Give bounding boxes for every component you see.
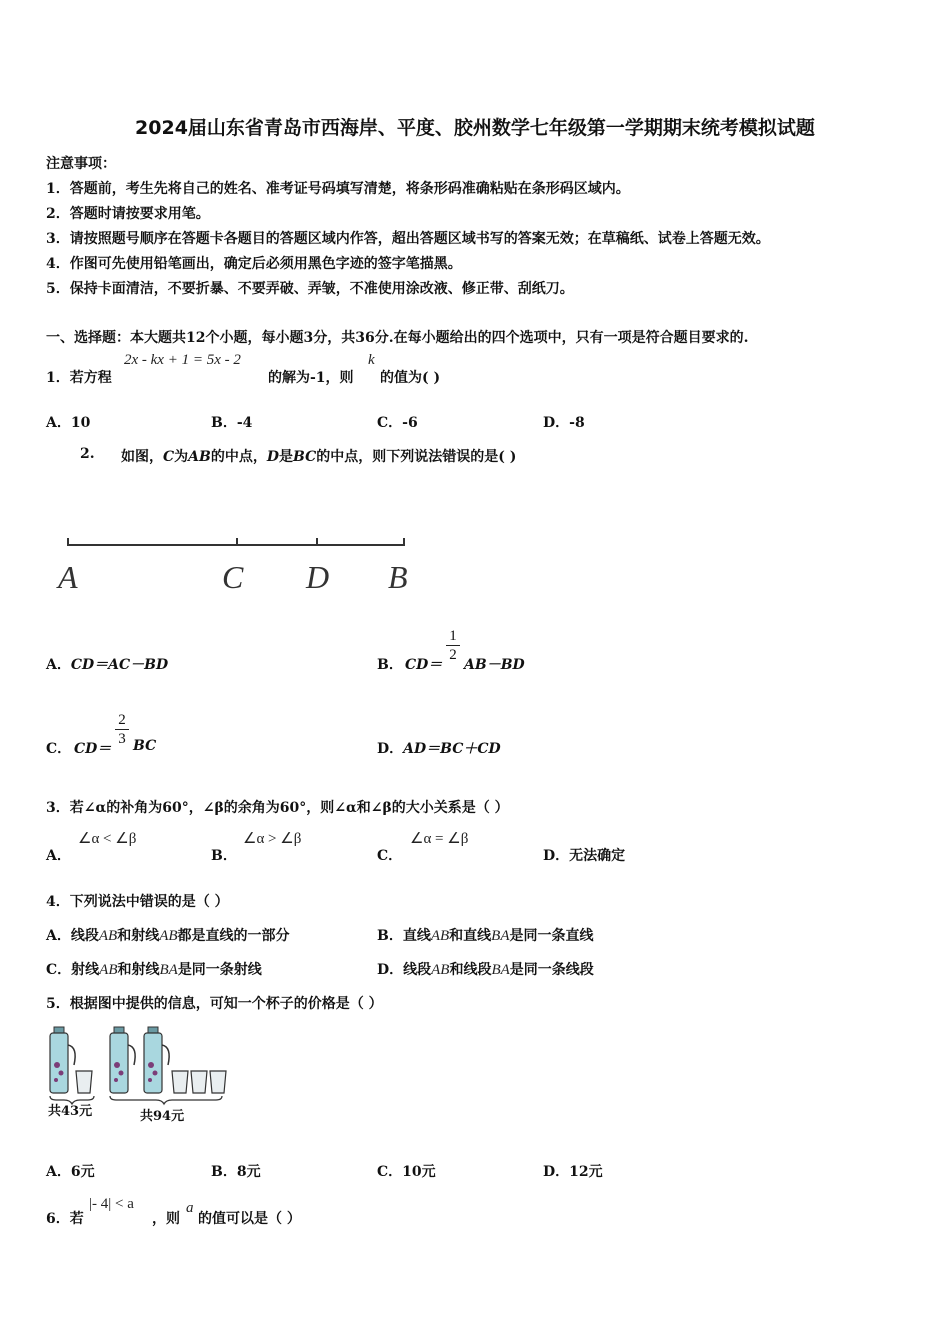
note-item: 2．答题时请按要求用笔。	[46, 206, 210, 222]
label-94: 共94元	[140, 1109, 185, 1124]
q1-post: 的值为( )	[380, 370, 441, 386]
thermos-icon	[50, 1027, 75, 1093]
q5-option-d: D．12元	[543, 1164, 603, 1180]
q1-equation: 2x - kx + 1 = 5x - 2	[124, 352, 241, 368]
q2-option-b-post: AB－BD	[464, 657, 525, 673]
q6-expr: |- 4| < a	[89, 1196, 134, 1212]
q3-option-b-label: B．	[211, 848, 237, 864]
q4-option-a: A．线段AB和射线AB都是直线的一部分	[46, 928, 290, 944]
page-title: 2024届山东省青岛市西海岸、平度、胶州数学七年级第一学期期末统考模拟试题	[135, 117, 815, 139]
q3-option-d: D．无法确定	[543, 848, 626, 864]
label-a: A	[58, 559, 78, 595]
q1-option-c: C．-6	[377, 415, 418, 431]
q1-option-a: A．10	[46, 415, 91, 431]
q2-stem: 如图，C为AB的中点，D是BC的中点，则下列说法错误的是( )	[121, 449, 517, 465]
section-heading: 一、选择题：本大题共12个小题，每小题3分，共36分.在每小题给出的四个选项中，只有一项是符合题目要求的.	[46, 330, 749, 346]
q2-option-d: D．AD＝BC＋CD	[377, 741, 501, 757]
q2-option-b-pre: CD＝	[405, 657, 443, 673]
thermos-icon	[144, 1027, 169, 1093]
q2-option-c-label: C．	[46, 741, 72, 757]
q1-pre: 1．若方程	[46, 370, 112, 386]
q6-post: 的值可以是（ ）	[198, 1211, 301, 1227]
label-d: D	[306, 559, 330, 595]
brace-1	[50, 1096, 94, 1104]
q4-option-b: B．直线AB和直线BA是同一条直线	[377, 928, 594, 944]
q1-mid: 的解为-1，则	[268, 370, 354, 386]
q5-option-b: B．8元	[211, 1164, 261, 1180]
q5-option-c: C．10元	[377, 1164, 436, 1180]
cup-icon	[210, 1071, 226, 1093]
q3-stem: 3．若∠α的补角为60°，∠β的余角为60°，则∠α和∠β的大小关系是（ ）	[46, 800, 509, 816]
q2-number: 2.	[80, 446, 95, 462]
q6-var: a	[186, 1200, 194, 1216]
cup-icon	[191, 1071, 207, 1093]
label-b: B	[388, 559, 408, 595]
q2-option-c-pre: CD＝	[74, 741, 112, 757]
q3-option-c-label: C．	[377, 848, 403, 864]
q1-option-d: D．-8	[543, 415, 585, 431]
q4-option-c: C．射线AB和射线BA是同一条射线	[46, 962, 262, 978]
brace-2	[110, 1096, 222, 1104]
q2-option-a: A．CD＝AC－BD	[46, 657, 169, 673]
q6-mid: ，则	[152, 1211, 180, 1227]
q2-option-b-label: B．	[377, 657, 403, 673]
note-item: 4．作图可先使用铅笔画出，确定后必须用黑色字迹的签字笔描黑。	[46, 256, 462, 272]
label-43: 共43元	[48, 1104, 93, 1119]
notes-heading: 注意事项：	[46, 156, 116, 172]
q2-option-c-post: BC	[133, 738, 157, 754]
note-item: 3．请按照题号顺序在答题卡各题目的答题区域内作答，超出答题区域书写的答案无效；在草稿纸、试卷上答题无效。	[46, 231, 770, 247]
q2-option-c-fraction: 2 3	[115, 712, 129, 747]
q3-option-a-label: A．	[46, 848, 71, 864]
q3-option-a-expr: ∠α < ∠β	[78, 831, 137, 847]
q3-option-c-expr: ∠α = ∠β	[410, 831, 469, 847]
cup-icon	[76, 1071, 92, 1093]
q4-option-d: D．线段AB和线段BA是同一条线段	[377, 962, 594, 978]
q5-stem: 5．根据图中提供的信息，可知一个杯子的价格是（ ）	[46, 996, 383, 1012]
thermos-cups-figure	[44, 1025, 244, 1130]
cup-icon	[172, 1071, 188, 1093]
q1-option-b: B．-4	[211, 415, 253, 431]
segment-figure	[50, 530, 430, 600]
q2-option-b-fraction: 1 2	[446, 628, 460, 663]
q4-stem: 4．下列说法中错误的是（ ）	[46, 894, 229, 910]
note-item: 1．答题前，考生先将自己的姓名、准考证号码填写清楚，将条形码准确粘贴在条形码区域内。	[46, 181, 630, 197]
q3-option-b-expr: ∠α > ∠β	[243, 831, 302, 847]
note-item: 5．保持卡面清洁，不要折暴、不要弄破、弄皱，不准使用涂改液、修正带、刮纸刀。	[46, 281, 574, 297]
q5-option-a: A．6元	[46, 1164, 95, 1180]
q6-pre: 6．若	[46, 1211, 84, 1227]
q1-var: k	[368, 352, 375, 368]
thermos-icon	[110, 1027, 135, 1093]
label-c: C	[222, 559, 244, 595]
